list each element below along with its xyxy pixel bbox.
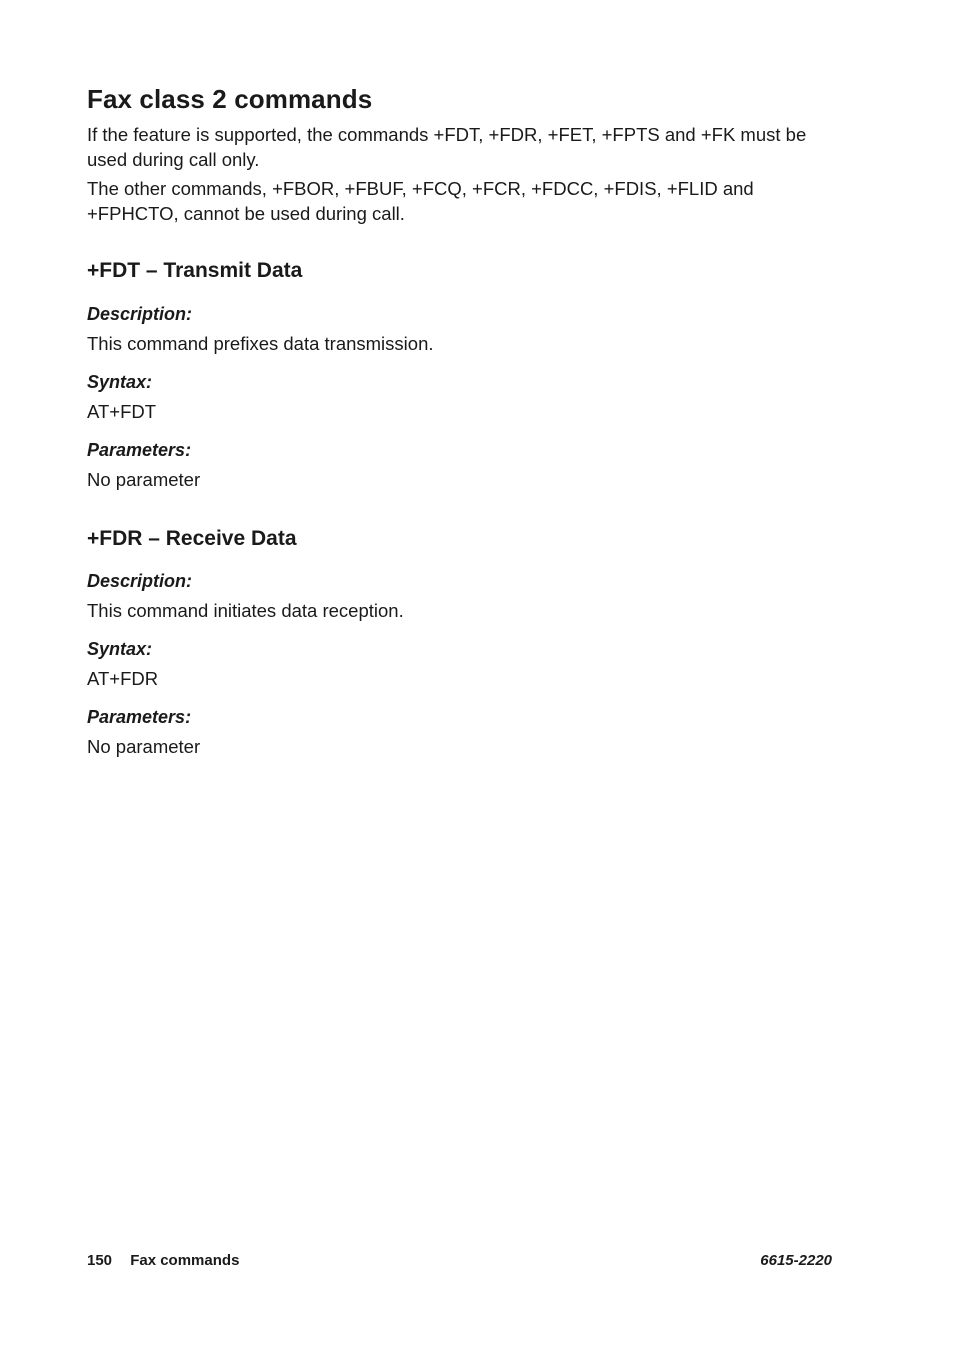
description-text: This command initiates data reception. [87, 600, 404, 621]
section-heading-fdr: +FDR – Receive Data [87, 527, 297, 550]
section-heading-fdt: +FDT – Transmit Data [87, 259, 303, 282]
description-text: This command prefixes data transmission. [87, 333, 434, 354]
parameters-text: No parameter [87, 469, 201, 490]
intro-paragraph-1: If the feature is supported, the commands +FDT, +FDR, +FET, +FPTS and +FK must be used during call only. [87, 124, 807, 170]
page-footer [87, 1252, 832, 1269]
parameters-label: Parameters: [87, 440, 192, 460]
parameters-text: No parameter [87, 736, 201, 757]
parameters-label: Parameters: [87, 707, 192, 727]
intro-paragraph-2: The other commands, +FBOR, +FBUF, +FCQ, +FCR, +FDCC, +FDIS, +FLID and +FPHCTO, cannot be used during call. [87, 178, 754, 224]
description-label: Description: [87, 571, 193, 591]
footer-section-title: Fax commands [130, 1252, 240, 1269]
page-number: 150 [87, 1252, 113, 1269]
syntax-text: AT+FDT [87, 401, 157, 422]
document-number: 6615-2220 [760, 1252, 832, 1269]
description-label: Description: [87, 304, 193, 324]
page-title: Fax class 2 commands [87, 84, 373, 114]
syntax-label: Syntax: [87, 639, 153, 659]
syntax-text: AT+FDR [87, 668, 159, 689]
syntax-label: Syntax: [87, 372, 153, 392]
